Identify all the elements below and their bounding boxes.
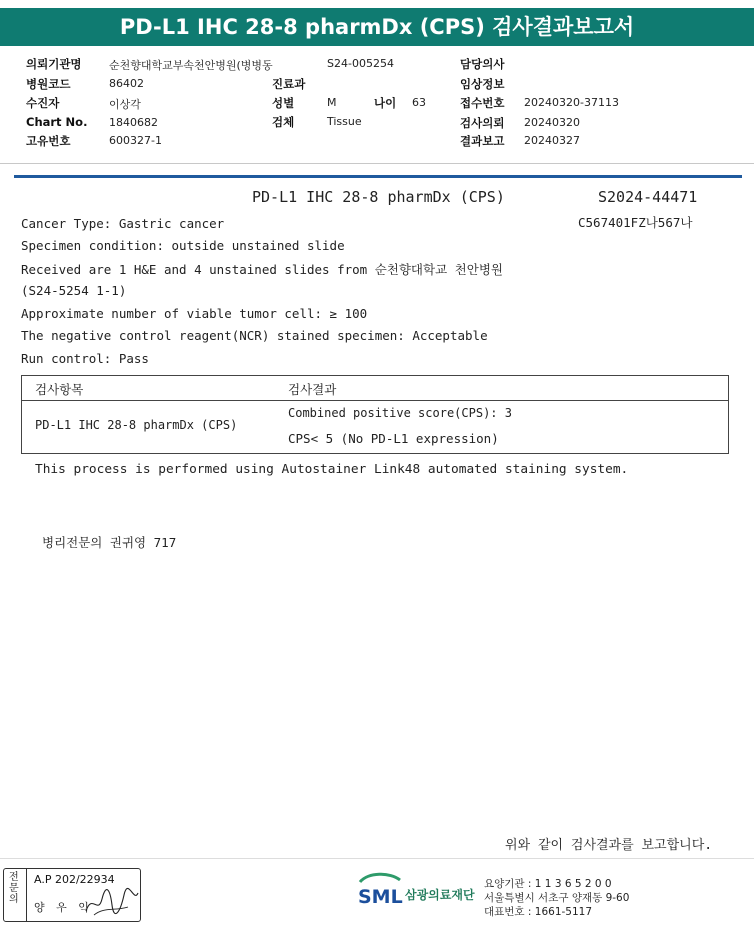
footer-divider: [0, 858, 754, 859]
table-divider: [22, 400, 728, 401]
block-id: C567401FZ나567나: [578, 215, 693, 230]
report-line: Cancer Type: Gastric cancer: [21, 216, 225, 231]
sml-logo-icon: [356, 870, 404, 910]
cps-score: Combined positive score(CPS): 3: [288, 406, 512, 420]
org-phone: 대표번호 : 1661-5117: [484, 906, 593, 918]
report-line: Received are 1 H&E and 4 unstained slides from 순천향대학교 천안병원: [21, 262, 503, 277]
clinical-label: 임상정보: [460, 77, 505, 91]
report-line: Specimen condition: outside unstained slide: [21, 238, 345, 253]
specialist-stamp: [3, 868, 141, 922]
closing-statement: 위와 같이 검사결과를 보고합니다.: [505, 838, 713, 853]
cps-interpretation: CPS< 5 (No PD-L1 expression): [288, 431, 499, 446]
sample-value: Tissue: [327, 115, 362, 128]
stamp-name: 양 우 익: [34, 901, 93, 914]
sml-logo: [356, 870, 404, 914]
receipt-label: 접수번호: [460, 96, 505, 110]
stamp-license: A.P 202/22934: [34, 873, 115, 886]
header-divider: [0, 163, 754, 164]
age-value: 63: [412, 96, 426, 109]
pathologist: 병리전문의 권귀영 717: [42, 535, 177, 550]
org-name: 삼광의료재단: [405, 888, 475, 902]
code-value: 86402: [109, 77, 144, 90]
report-date-value: 20240327: [524, 134, 580, 147]
report-number: S2024-44471: [598, 188, 698, 206]
sample-label: 검체: [272, 115, 295, 129]
report-date-label: 결과보고: [460, 134, 505, 148]
process-note: This process is performed using Autostainer Link48 automated staining system.: [35, 462, 629, 477]
code-label: 병원코드: [26, 77, 71, 91]
report-line: (S24-5254 1-1): [21, 283, 127, 298]
id-value: 600327-1: [109, 134, 162, 147]
doctor-label: 담당의사: [460, 57, 505, 71]
result-table: [21, 375, 729, 454]
report-line: The negative control reagent(NCR) stained specimen: Acceptable: [21, 328, 488, 343]
patient-value: 이상각: [109, 98, 141, 111]
logo-text: SML: [358, 886, 403, 908]
section-rule: [14, 175, 742, 178]
dept-label: 진료과: [272, 77, 306, 91]
sex-value: M: [327, 96, 337, 109]
hospital-label: 의뢰기관명: [26, 57, 82, 71]
signature-icon: [84, 885, 140, 919]
hospital-value: 순천향대학교부속천안병원(병병동: [109, 59, 273, 72]
test-name: PD-L1 IHC 28-8 pharmDx (CPS): [252, 188, 505, 206]
report-title: PD-L1 IHC 28-8 pharmDx (CPS) 검사결과보고서: [0, 8, 754, 46]
sex-label: 성별: [272, 96, 295, 110]
id-label: 고유번호: [26, 134, 71, 148]
org-code: 요양기관 : 1 1 3 6 5 2 0 0: [484, 878, 612, 890]
stamp-vertical-text: 전문의: [9, 872, 19, 905]
report-line: Run control: Pass: [21, 351, 149, 366]
chart-label: Chart No.: [26, 115, 88, 129]
col-header-item: 검사항목: [35, 382, 84, 397]
receipt-value: 20240320-37113: [524, 96, 619, 109]
patient-label: 수진자: [26, 96, 60, 110]
report-line: Approximate number of viable tumor cell: ≥ 100: [21, 306, 368, 321]
col-header-result: 검사결과: [288, 382, 337, 397]
age-label: 나이: [374, 96, 397, 110]
test-item: PD-L1 IHC 28-8 pharmDx (CPS): [35, 418, 238, 432]
stamp-column: [4, 869, 27, 921]
request-value: 20240320: [524, 116, 580, 129]
request-label: 검사의뢰: [460, 116, 505, 130]
org-address: 서울특별시 서초구 양재동 9-60: [484, 892, 630, 904]
chart-value: 1840682: [109, 116, 158, 129]
specimen-no: S24-005254: [327, 57, 394, 70]
